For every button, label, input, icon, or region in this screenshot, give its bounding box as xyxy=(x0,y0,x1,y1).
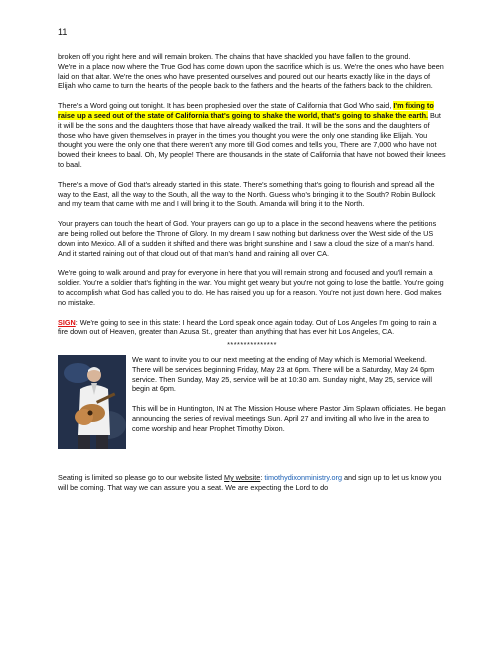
preacher-photo xyxy=(58,355,126,449)
sign-paragraph xyxy=(58,318,446,338)
prophecy-highlight: I'm fixing to raise up a seed out of the state of California that's going to shake the world, that's going to shake the earth. xyxy=(58,101,434,120)
sign-text: : We're going to see in this state: I heard the Lord speak once again today. Out of Los Angeles I'm going to rain a fire down out of Heaven, greater than Azusa St., greater than anything that has ever hit Los Angeles, CA. xyxy=(58,317,437,337)
closing-start: Seating is limited so please go to our website listed xyxy=(58,472,225,482)
event-announcement xyxy=(132,355,446,444)
paragraph-6: We're going to walk around and pray for everyone in here that you will remain strong and focused and you'll remain a soldier. You're a soldier that's fighting in the war. You might get weary but you're not going to lose the battle. You're going to accomplish what God has called you to do. He has raised you up for a reason. You're not just down here. God makes no mistake. xyxy=(58,268,444,307)
preacher-with-guitar-image xyxy=(58,355,126,449)
paragraph-5: Your prayers can touch the heart of God. Your prayers can go up to a place in the second heavens where the petitions are being rolled out before the Throne of Glory. In my dream I saw nothing but darkness over the West side of the US down into Mexico. All of a sudden it shifted and there was bright sunshine and I saw a cloud the size of a man's hand. And it started raining out of that cloud out of that man's hand and raining all over CA. xyxy=(58,219,437,258)
closing-end: and sign up to let us know you will be coming. That way we can assure you a seat. We are expecting the Lord to do xyxy=(58,472,442,492)
closing-paragraph xyxy=(58,473,446,493)
website-label: My website xyxy=(224,472,261,482)
document-body xyxy=(58,52,446,503)
page-number: 11 xyxy=(58,27,68,37)
section-separator: *************** xyxy=(227,340,277,350)
paragraph-2: We're in a place now where the True God has come down upon the sacrifice which is us. We're the ones who have been laid on that altar. We're the ones who have presented ourselves and poured out our hearts exactly like in the days of Elijah who came to turn the hearts of the people back to the fathers and the hearts of the fathers back to the children. xyxy=(58,61,444,91)
website-link[interactable]: timothydixonministry.org xyxy=(264,472,342,482)
paragraph-3 xyxy=(58,101,446,170)
event-section xyxy=(58,355,446,473)
event-schedule: We want to invite you to our next meeting at the ending of May which is Memorial Weekend. There will be services beginning Friday, May 23 at 6pm. There will be a Saturday, May 24 6pm service. Then Sunday, May 25, service will be at 10:30 am. Sunday night, May 25, service will begin at 6pm. xyxy=(132,354,435,394)
paragraph-3-start: There's a Word going out tonight. It has been prophesied over the state of California that God Who said, xyxy=(58,101,394,111)
event-location: This will be in Huntington, IN at The Mission House where Pastor Jim Splawn officiates. He began announcing the series of revival meetings Sun. April 27 and inviting all who live in the area to come worship and hear Prophet Timothy Dixon. xyxy=(132,404,446,433)
paragraph-4: There's a move of God that's already started in this state. There's something that's going to flourish and spread all the way to the East, all the way to the South, all the way to the North. Guess who's bringing it to the South? Robin Bullock and my team that came with me and I will bring it to the South. Amanda will bring it to the North. xyxy=(58,179,436,209)
paragraph-3-end: But it will be the sons and the daughters those that have already walked the trail. It will be the sons and the daughters of those who have given themselves in prayer in the times you thought you were the only one standing like Elijah. You thought you were the only one that there weren't any more till God comes and tells you, There are 7,000 who have not bowed their knees to baal. Oh, My people! There are thousands in the state of California that have not bowed their knees to baal. xyxy=(58,110,446,169)
closing-colon: : xyxy=(260,472,265,482)
sign-label: SIGN xyxy=(58,317,76,327)
paragraph-1: broken off you right here and will remain broken. The chains that have shackled you have fallen to the ground. xyxy=(58,52,411,61)
